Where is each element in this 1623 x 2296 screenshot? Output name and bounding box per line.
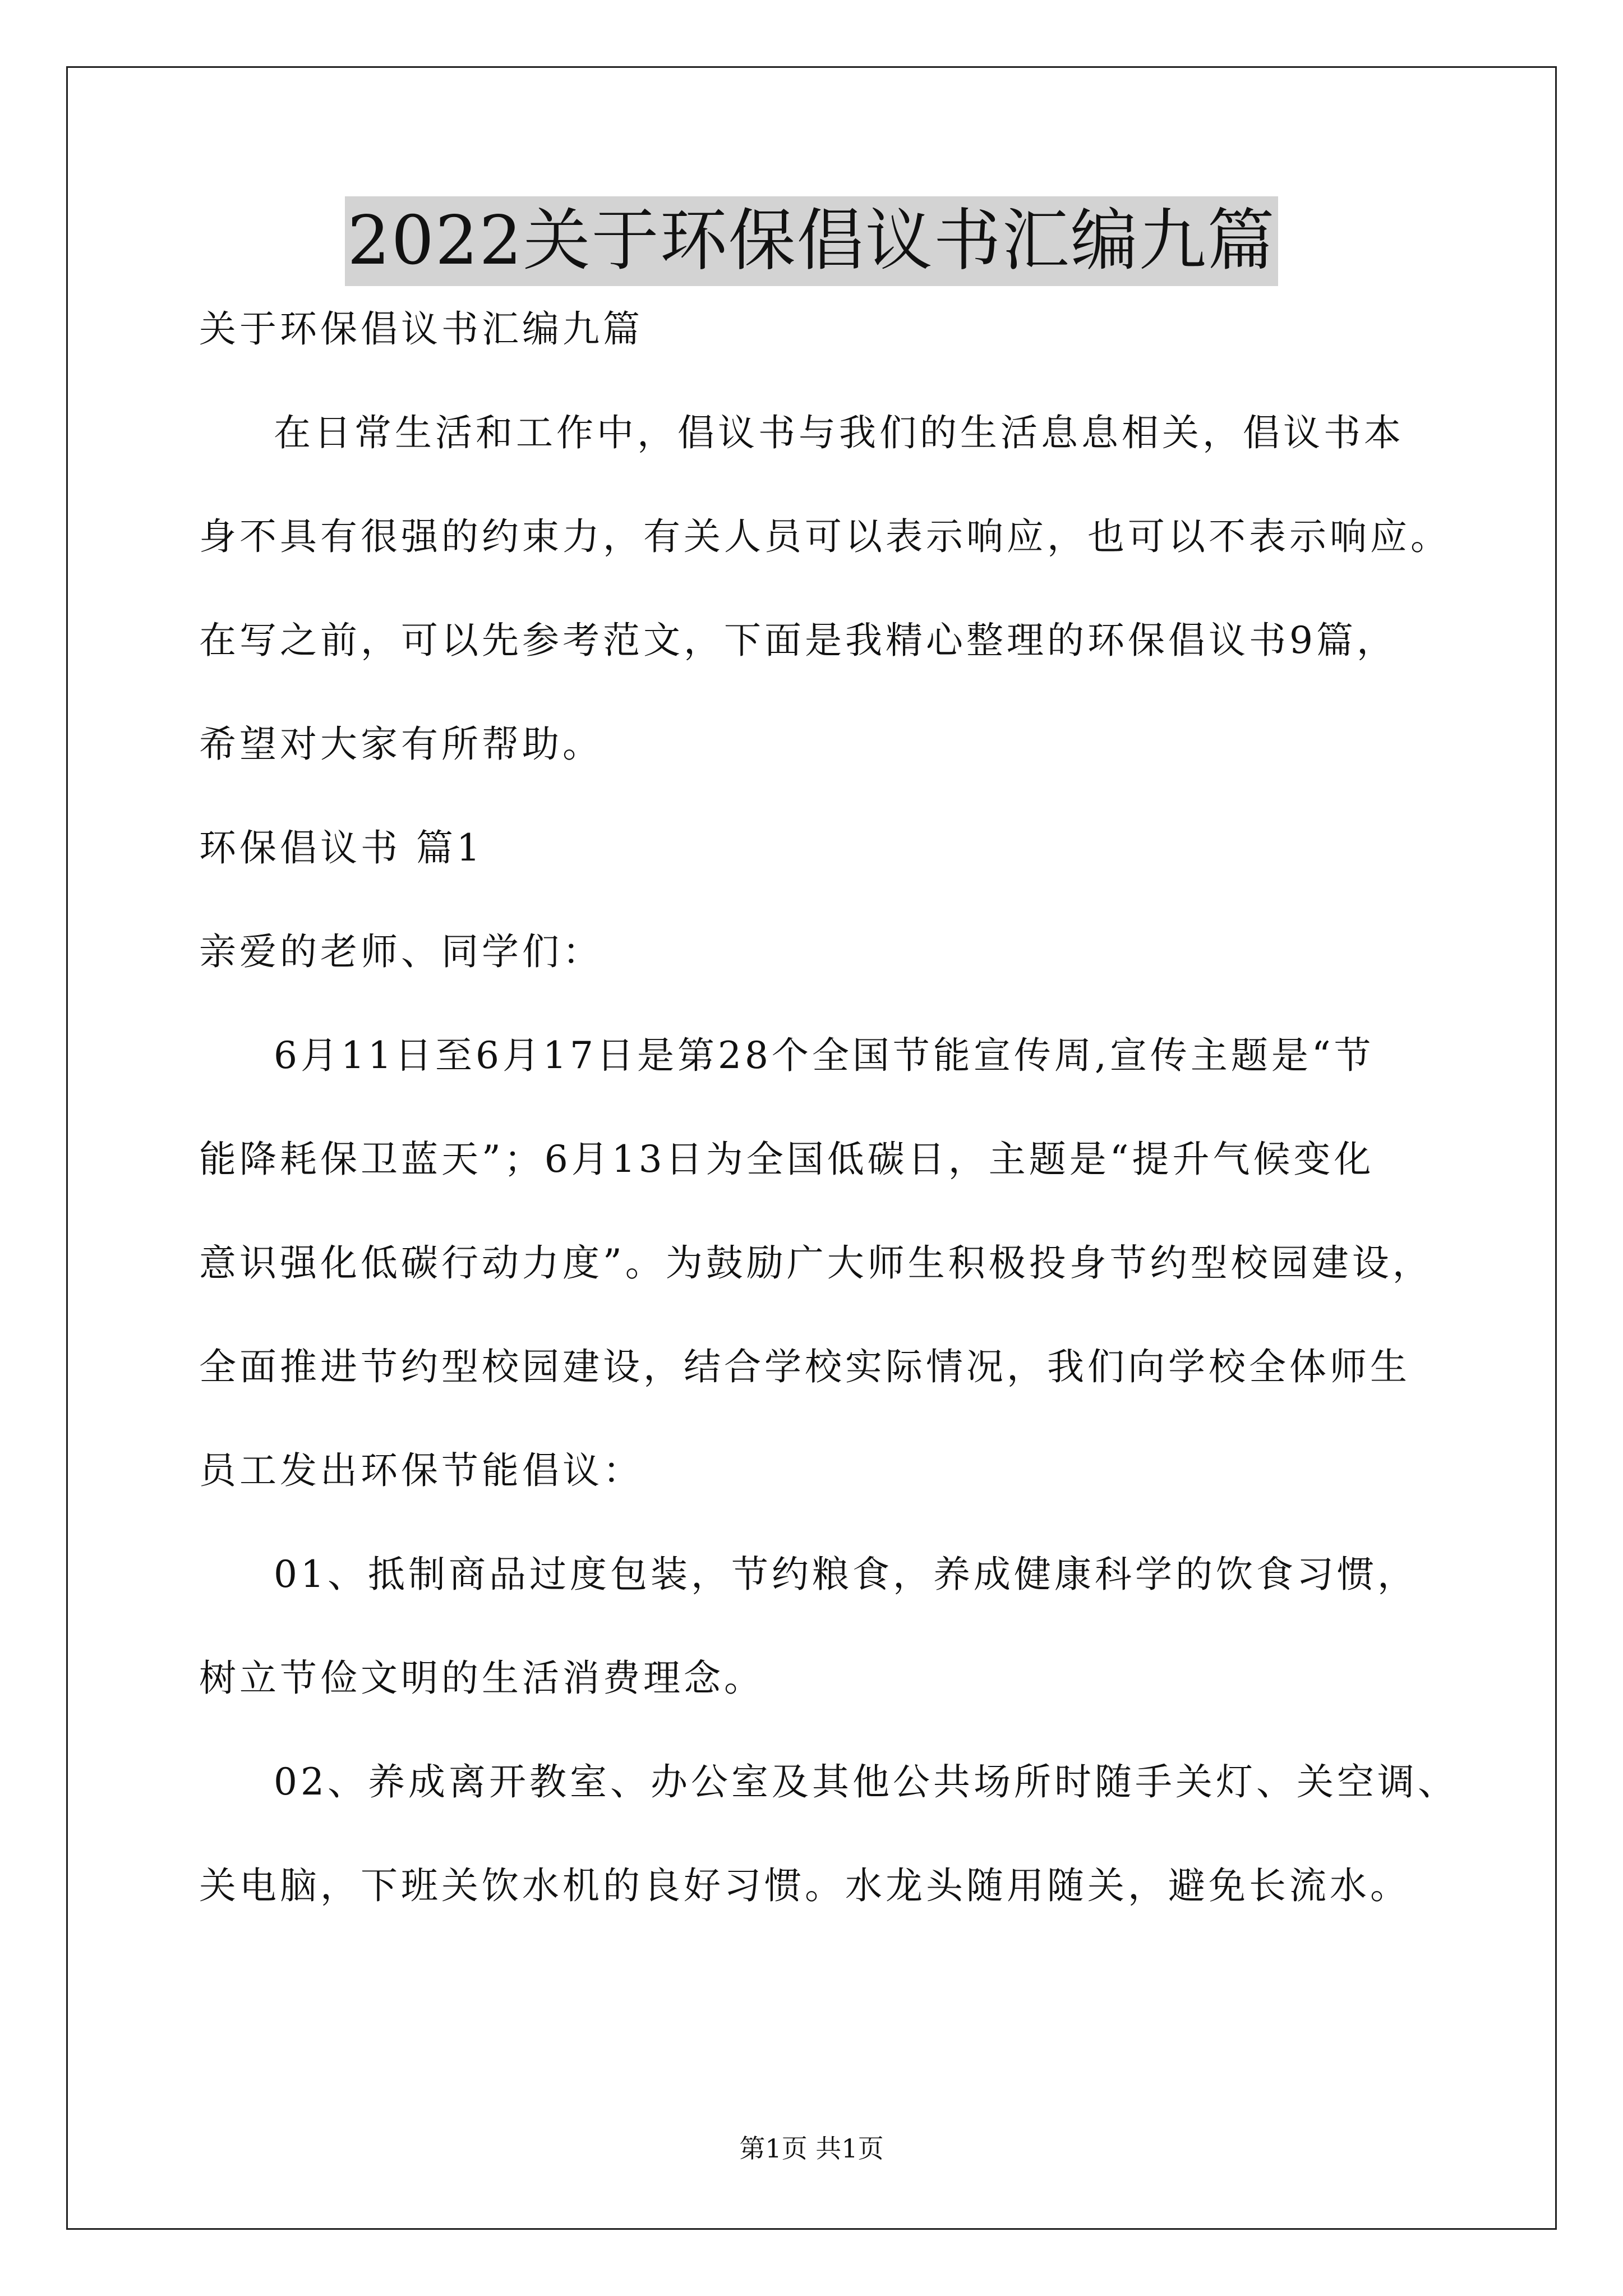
body-line: 能降耗保卫蓝天”；6月13日为全国低碳日，主题是“提升气候变化 [199, 1138, 1375, 1181]
body-line: 意识强化低碳行动力度”。为鼓励广大师生积极投身节约型校园建设， [199, 1241, 1433, 1285]
body-line: 02、养成离开教室、办公室及其他公共场所时随手关灯、关空调、 [274, 1760, 1458, 1803]
body-line: 树立节俭文明的生活消费理念。 [199, 1657, 764, 1700]
body-line: 员工发出环保节能倡议： [199, 1449, 643, 1492]
body-line: 在日常生活和工作中，倡议书与我们的生活息息相关，倡议书本 [274, 411, 1404, 454]
body-line: 希望对大家有所帮助。 [199, 723, 603, 766]
body-line: 关于环保倡议书汇编九篇 [199, 307, 643, 351]
body-line: 关电脑，下班关饮水机的良好习惯。水龙头随用随关，避免长流水。 [199, 1864, 1410, 1907]
body-line: 6月11日至6月17日是第28个全国节能宣传周,宣传主题是“节 [274, 1034, 1375, 1077]
document-body [199, 303, 1483, 1963]
salutation: 亲爱的老师、同学们： [199, 930, 603, 973]
body-line: 全面推进节约型校园建设，结合学校实际情况，我们向学校全体师生 [199, 1345, 1410, 1388]
section-heading: 环保倡议书 篇1 [199, 826, 483, 869]
page-footer: 第1页 共1页 [739, 2133, 884, 2164]
document-title: 2022关于环保倡议书汇编九篇 [345, 196, 1278, 286]
body-line: 01、抵制商品过度包装，节约粮食，养成健康科学的饮食习惯， [274, 1553, 1418, 1596]
title-container [0, 196, 1623, 286]
body-line: 在写之前，可以先参考范文，下面是我精心整理的环保倡议书9篇， [199, 619, 1397, 662]
body-line: 身不具有很强的约束力，有关人员可以表示响应，也可以不表示响应。 [199, 515, 1451, 558]
